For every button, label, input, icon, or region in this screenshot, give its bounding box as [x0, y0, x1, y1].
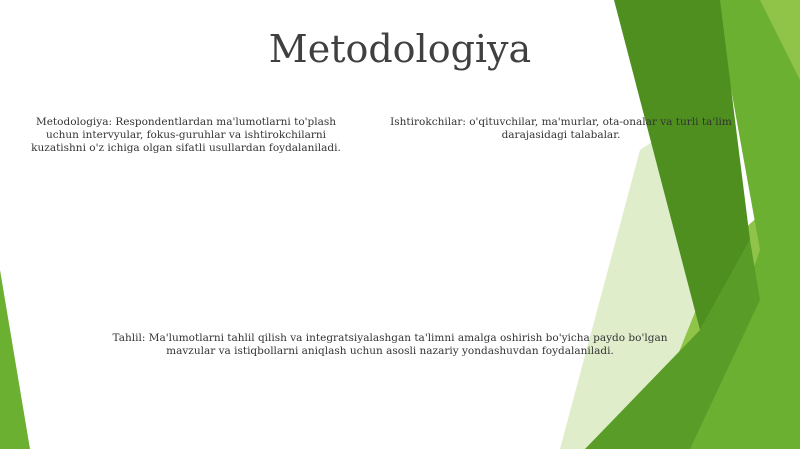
methodology-text: Metodologiya: Respondentlardan ma'lumotlarni to'plash uchun intervyular, fokus-guruhlar va ishtirokchilarni kuzatishni o'z ichiga olgan sifatli usullardan foydalaniladi. — [31, 116, 341, 154]
participants-text: Ishtirokchilar: o'qituvchilar, ma'murlar, ota-onalar va turli ta'lim darajasidagi talabalar. — [390, 116, 732, 141]
analysis-text: Tahlil: Ma'lumotlarni tahlil qilish va integratsiyalashgan ta'limni amalga oshirish bo'yicha paydo bo'lgan mavzular va istiqbollarni aniqlash uchun asosli nazariy yondashuvdan foydalaniladi. — [112, 332, 668, 357]
left-corner-accent — [0, 270, 30, 449]
slide-title: Metodologiya — [268, 27, 532, 71]
